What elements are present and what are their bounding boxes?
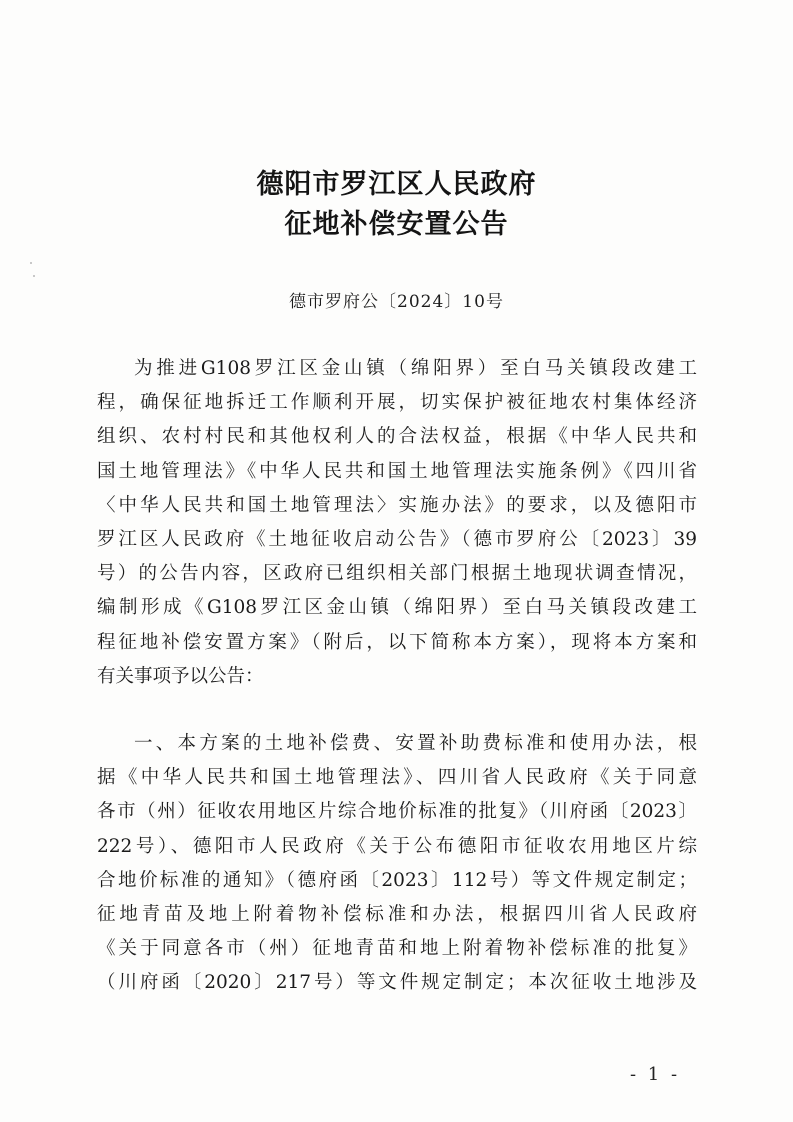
text-line: 程，确保征地拆迁工作顺利开展，切实保护被征地农村集体经济: [97, 392, 697, 414]
page-title: 德阳市罗江区人民政府: [256, 169, 537, 200]
document-number: 德市罗府公〔2024〕10号: [289, 292, 504, 312]
text-line: 各市（州）征收农用地区片综合地价标准的批复》（川府函〔2023〕: [97, 801, 697, 823]
page-number: - 1 -: [630, 1064, 681, 1085]
text-line: 为推进G108罗江区金山镇（绵阳界）至白马关镇段改建工: [134, 358, 697, 379]
text-line: 征地青苗及地上附着物补偿标准和办法，根据四川省人民政府: [97, 903, 697, 925]
text-line: 〈中华人民共和国土地管理法〉实施办法》的要求，以及德阳市: [97, 494, 697, 516]
scan-speck: [33, 275, 35, 277]
text-line: （川府函〔2020〕217号）等文件规定制定；本次征收土地涉及: [97, 972, 697, 994]
paragraph-intro: [97, 352, 697, 694]
scan-speck: [30, 262, 32, 264]
page-subtitle: 征地补偿安置公告: [284, 209, 509, 240]
text-line: 程征地补偿安置方案》（附后，以下简称本方案），现将本方案和: [97, 631, 697, 653]
text-line: 编制形成《G108罗江区金山镇（绵阳界）至白马关镇段改建工: [97, 597, 697, 619]
text-line: 国土地管理法》《中华人民共和国土地管理法实施条例》《四川省: [97, 460, 697, 482]
text-line: 合地价标准的通知》（德府函〔2023〕112号）等文件规定制定；: [97, 869, 697, 891]
text-line: 一、本方案的土地补偿费、安置补助费标准和使用办法，根: [134, 733, 697, 754]
text-line: 号）的公告内容，区政府已组织相关部门根据土地现状调查情况，: [97, 563, 697, 585]
text-line: 组织、农村村民和其他权利人的合法权益，根据《中华人民共和: [97, 426, 697, 448]
text-line: 222号）、德阳市人民政府《关于公布德阳市征收农用地区片综: [97, 835, 697, 857]
text-line: 有关事项予以公告：: [97, 665, 264, 687]
text-line: 《关于同意各市（州）征地青苗和地上附着物补偿标准的批复》: [97, 938, 697, 960]
paragraph-section-one: [97, 727, 697, 1001]
text-line: 罗江区人民政府《土地征收启动公告》（德市罗府公〔2023〕39: [97, 528, 697, 550]
text-line: 据《中华人民共和国土地管理法》、四川省人民政府《关于同意: [97, 767, 697, 789]
